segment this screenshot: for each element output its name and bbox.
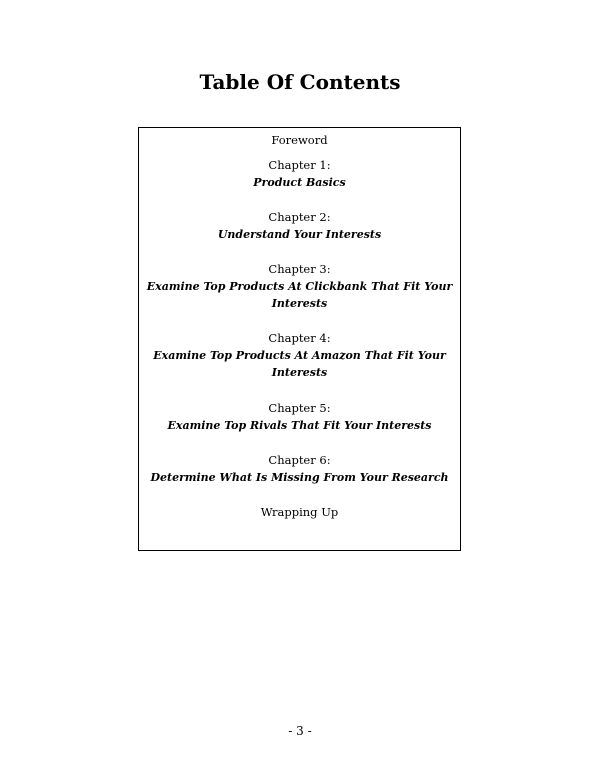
chapter-label: Chapter 1: [268, 158, 331, 172]
chapter-title: Examine Top Products At Clickbank That Fit Your Interests [146, 280, 453, 310]
chapter-label: Chapter 5: [268, 401, 331, 415]
toc-item-chapter-6[interactable] [139, 452, 460, 486]
toc-item-chapter-1[interactable] [139, 157, 460, 191]
toc-item-chapter-2[interactable] [139, 209, 460, 243]
chapter-title: Understand Your Interests [217, 228, 382, 241]
chapter-title: Examine Top Products At Amazon That Fit Your Interests [153, 349, 446, 379]
chapter-label: Chapter 2: [268, 210, 331, 224]
toc-foreword-label: Foreword [271, 133, 328, 147]
toc-wrapping-up-label: Wrapping Up [260, 505, 339, 519]
page-title: Table Of Contents [199, 70, 401, 94]
table-of-contents-box [138, 127, 461, 551]
toc-item-chapter-5[interactable] [139, 400, 460, 434]
chapter-title: Examine Top Rivals That Fit Your Interests [167, 419, 432, 432]
chapter-label: Chapter 3: [268, 262, 331, 276]
chapter-title: Determine What Is Missing From Your Research [150, 471, 449, 484]
toc-item-chapter-4[interactable] [139, 330, 460, 381]
toc-item-chapter-3[interactable] [139, 261, 460, 312]
chapter-label: Chapter 4: [268, 331, 331, 345]
toc-item-foreword[interactable] [139, 132, 460, 149]
page-number: - 3 - [288, 724, 312, 738]
chapter-label: Chapter 6: [268, 453, 331, 467]
chapter-title: Product Basics [253, 176, 346, 189]
toc-item-wrapping-up[interactable] [139, 504, 460, 521]
